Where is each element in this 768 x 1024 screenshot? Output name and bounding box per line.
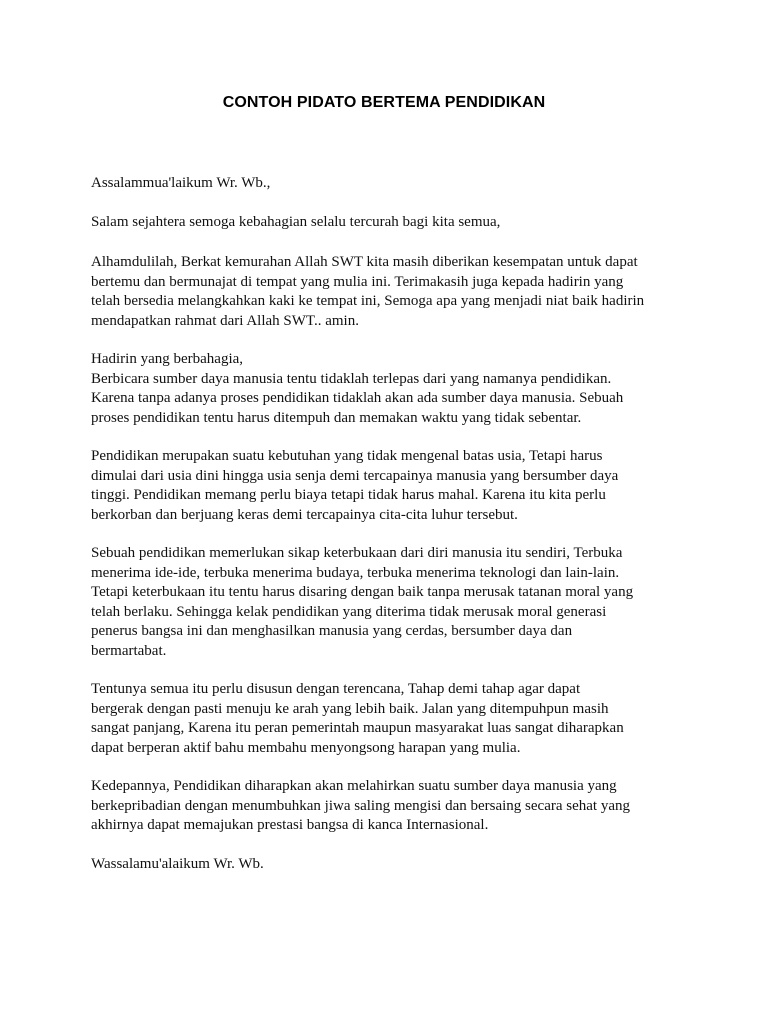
greeting-text: Assalammua'laikum Wr. Wb., — [91, 175, 271, 191]
paragraph-line: Pendidikan merupakan suatu kebutuhan yang tidak mengenal batas usia, Tetapi harus — [91, 448, 603, 464]
document-title: CONTOH PIDATO BERTEMA PENDIDIKAN — [222, 94, 546, 111]
paragraph-4 — [91, 544, 691, 661]
paragraph-1 — [91, 253, 691, 331]
salutation-text: Salam sejahtera semoga kebahagian selalu tercurah bagi kita semua, — [91, 214, 501, 230]
paragraph-line: Hadirin yang berbahagia, — [91, 351, 244, 367]
salutation-line — [91, 213, 691, 233]
paragraph-line: telah bersedia melangkahkan kaki ke tempat ini, Semoga apa yang menjadi niat baik hadirin — [91, 293, 645, 309]
paragraph-line: proses pendidikan tentu harus ditempuh dan memakan waktu yang tidak sebentar. — [91, 409, 582, 426]
paragraph-line: menerima ide-ide, terbuka menerima budaya, terbuka menerima teknologi dan lain-lain. — [91, 564, 620, 581]
paragraph-line: Berbicara sumber daya manusia tentu tidaklah terlepas dari yang namanya pendidikan. — [91, 370, 612, 387]
paragraph-line: bergerak dengan pasti menuju ke arah yang lebih baik. Jalan yang ditempuhpun masih — [91, 700, 609, 717]
paragraph-line: Tetapi keterbukaan itu tentu harus disaring dengan baik tanpa merusak tatanan moral yang — [91, 584, 634, 600]
closing-text: Wassalamu'alaikum Wr. Wb. — [91, 856, 264, 872]
paragraph-line: Alhamdulilah, Berkat kemurahan Allah SWT kita masih diberikan kesempatan untuk dapat — [91, 254, 638, 270]
paragraph-6 — [91, 777, 691, 836]
paragraph-line: Kedepannya, Pendidikan diharapkan akan melahirkan suatu sumber daya manusia yang — [91, 778, 617, 794]
paragraph-line: telah berlaku. Sehingga kelak pendidikan yang diterima tidak merusak moral generasi — [91, 603, 607, 620]
paragraph-line: berkepribadian dengan menumbuhkan jiwa saling mengisi dan bersaing secara sehat yang — [91, 797, 630, 814]
greeting-line — [91, 174, 691, 194]
paragraph-line: Karena tanpa adanya proses pendidikan tidaklah akan ada sumber daya manusia. Sebuah — [91, 390, 624, 406]
paragraph-line: bertemu dan bermunajat di tempat yang mulia ini. Terimakasih juga kepada hadirin yang — [91, 273, 624, 290]
paragraph-line: dimulai dari usia dini hingga usia senja demi tercapainya manusia yang bersumber daya — [91, 467, 619, 484]
paragraph-2 — [91, 350, 691, 428]
paragraph-line: mendapatkan rahmat dari Allah SWT.. amin. — [91, 312, 359, 329]
paragraph-3 — [91, 447, 691, 525]
paragraph-5 — [91, 680, 691, 758]
paragraph-line: tinggi. Pendidikan memang perlu biaya tetapi tidak harus mahal. Karena itu kita perlu — [91, 487, 606, 503]
paragraph-line: penerus bangsa ini dan menghasilkan manusia yang cerdas, bersumber daya dan — [91, 623, 573, 639]
paragraph-line: berkorban dan berjuang keras demi tercapainya cita-cita luhur tersebut. — [91, 506, 518, 523]
paragraph-line: Sebuah pendidikan memerlukan sikap keterbukaan dari diri manusia itu sendiri, Terbuka — [91, 545, 623, 561]
paragraph-line: bermartabat. — [91, 642, 167, 659]
paragraph-line: dapat berperan aktif bahu membahu menyongsong harapan yang mulia. — [91, 739, 521, 756]
closing-line — [91, 855, 691, 875]
paragraph-line: Tentunya semua itu perlu disusun dengan terencana, Tahap demi tahap agar dapat — [91, 681, 581, 697]
paragraph-line: akhirnya dapat memajukan prestasi bangsa di kanca Internasional. — [91, 817, 489, 833]
paragraph-line: sangat panjang, Karena itu peran pemerintah maupun masyarakat luas sangat diharapkan — [91, 720, 624, 736]
